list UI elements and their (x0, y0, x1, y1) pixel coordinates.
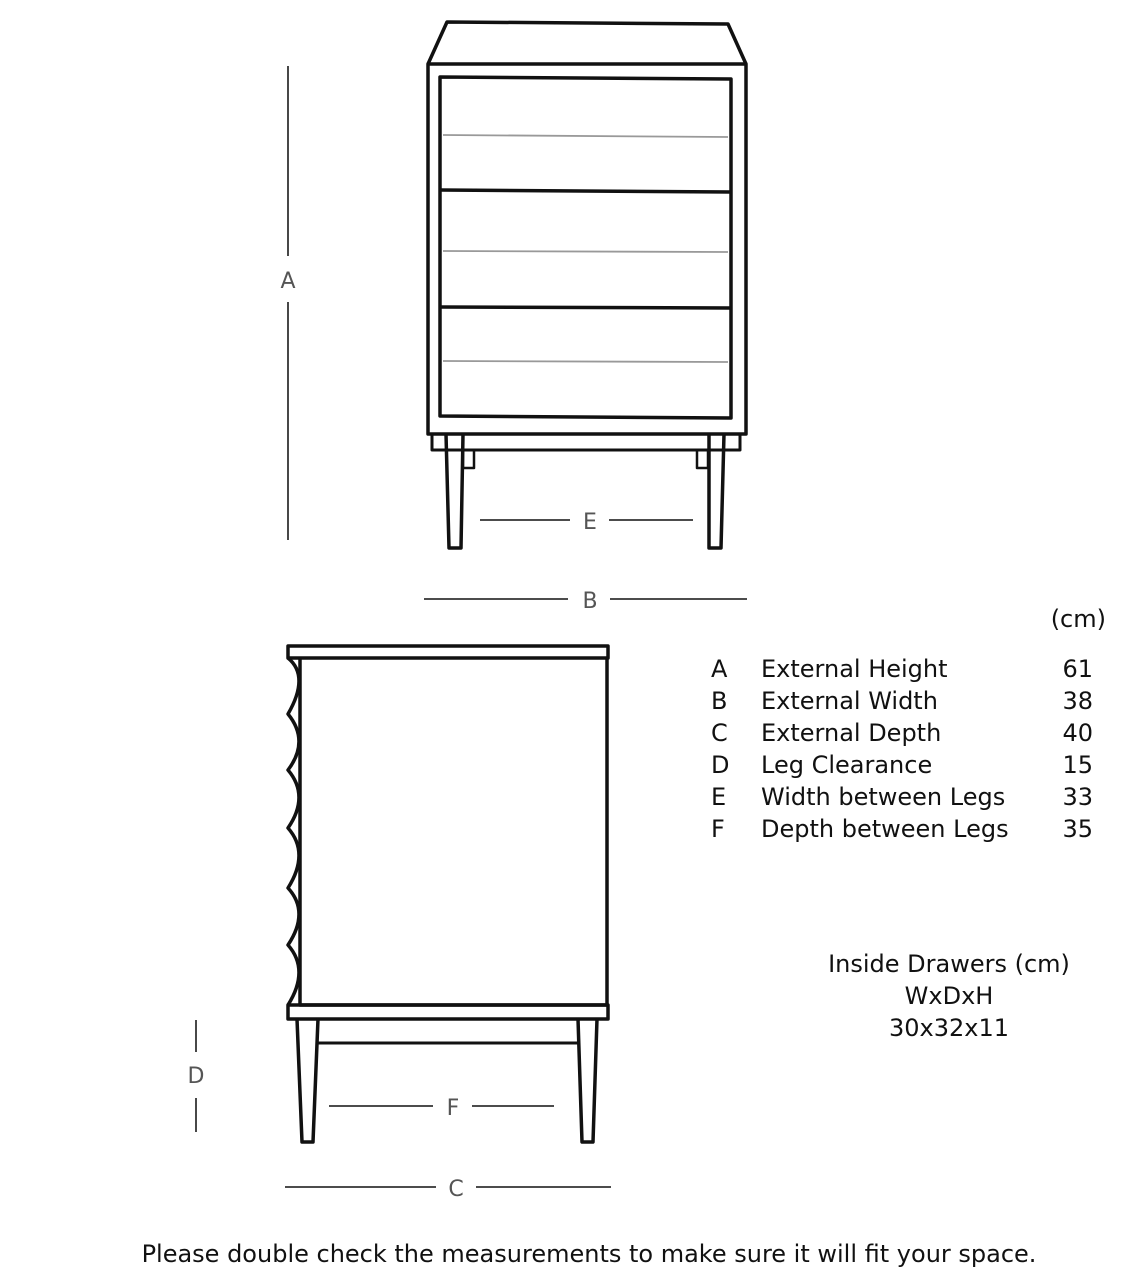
drawer-handle-3 (443, 361, 728, 362)
spec-unit-header: (cm) (1050, 605, 1106, 633)
spec-row-letter: B (711, 687, 728, 715)
side-view (288, 646, 608, 1142)
drawer-handles (443, 135, 728, 362)
inside-drawers-note (828, 950, 1070, 1042)
spec-row-name: External Depth (761, 719, 942, 747)
dim-label-e: E (583, 510, 597, 535)
spec-row-letter: C (711, 719, 728, 747)
inside-drawers-title: Inside Drawers (cm) (828, 950, 1070, 978)
front-body (428, 64, 746, 434)
spec-row-name: Width between Legs (761, 783, 1006, 811)
dim-label-d: D (187, 1064, 205, 1089)
drawer-handle-2 (443, 251, 728, 252)
drawer-handle-1 (443, 135, 728, 137)
drawer-divider-2 (440, 307, 731, 308)
front-bracket-right (697, 450, 708, 468)
side-bottom-board (288, 1005, 608, 1019)
spec-row-name: External Width (761, 687, 938, 715)
front-view (428, 22, 746, 548)
side-leg-right (578, 1019, 597, 1142)
spec-row-name: External Height (761, 655, 948, 683)
front-plinth (432, 434, 740, 450)
dim-label-c: C (448, 1177, 464, 1202)
dim-label-b: B (582, 589, 598, 614)
spec-row-value: 61 (1062, 655, 1093, 683)
spec-row-value: 33 (1062, 783, 1093, 811)
dim-label-a: A (280, 269, 296, 294)
side-body (300, 658, 607, 1005)
spec-row-name: Leg Clearance (761, 751, 933, 779)
spec-row-name: Depth between Legs (761, 815, 1009, 843)
front-top-bevel (428, 22, 746, 64)
spec-row-letter: A (711, 655, 728, 683)
inside-drawers-value: 30x32x11 (888, 1014, 1010, 1042)
side-leg-left (297, 1019, 318, 1142)
front-inner-frame (440, 77, 731, 418)
spec-row-letter: E (711, 783, 727, 811)
spec-row-value: 15 (1062, 751, 1093, 779)
spec-row-value: 38 (1062, 687, 1093, 715)
dim-label-f: F (446, 1096, 460, 1121)
front-bracket-left (463, 450, 474, 468)
side-wavy-fronts (288, 658, 299, 1005)
spec-row-letter: F (711, 815, 725, 843)
spec-row-value: 40 (1062, 719, 1093, 747)
spec-row-letter: D (711, 751, 730, 779)
drawer-divider-1 (440, 190, 731, 192)
footer-note: Please double check the measurements to make sure it will fit your space. (141, 1240, 1037, 1268)
inside-drawers-format: WxDxH (904, 982, 994, 1010)
side-top-board (288, 646, 608, 658)
spec-table (711, 605, 1106, 843)
spec-row-value: 35 (1062, 815, 1093, 843)
dimension-letters (188, 269, 598, 1202)
